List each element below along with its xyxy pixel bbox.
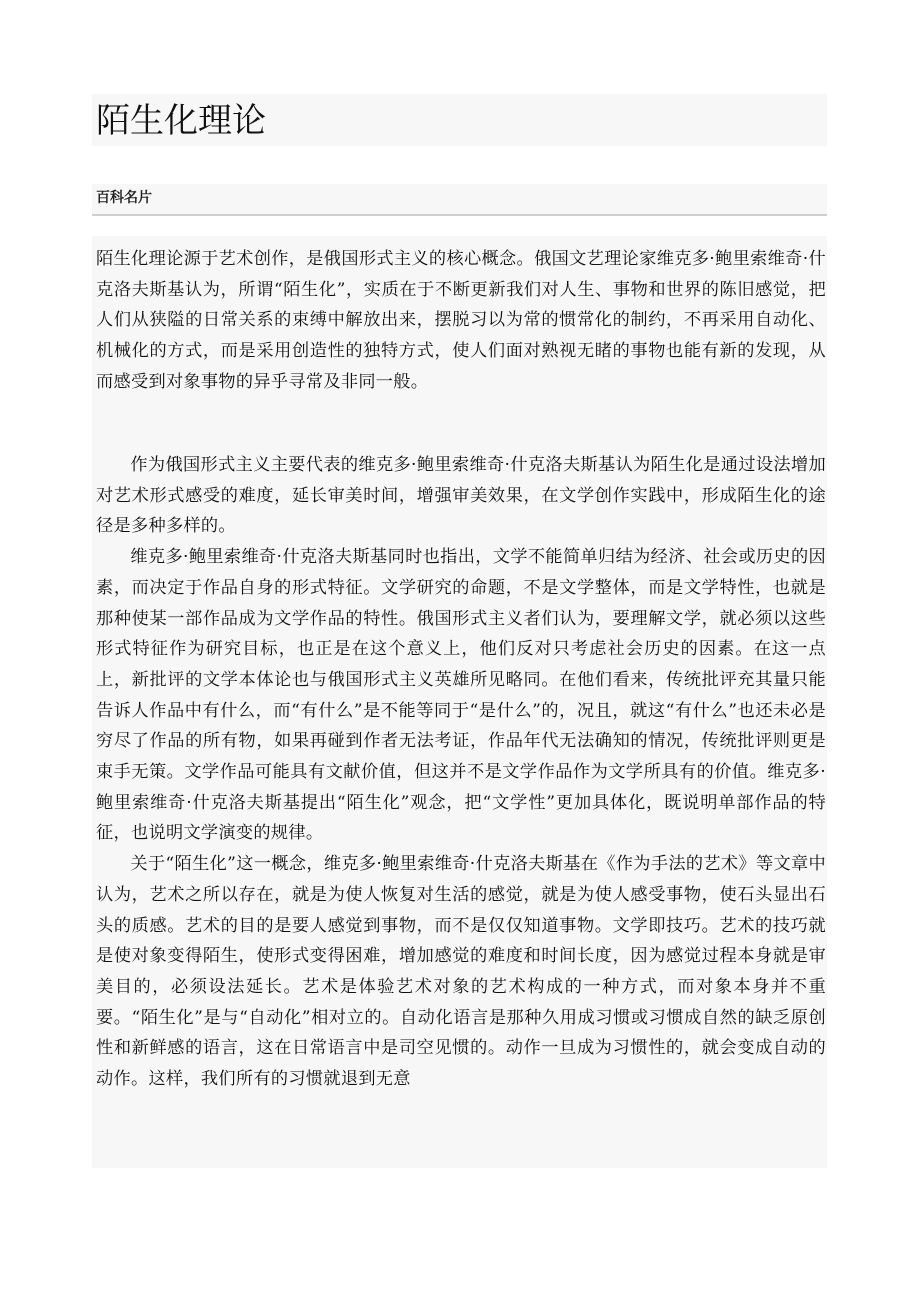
intro-block [96, 244, 826, 398]
page-title: 陌生化理论 [96, 101, 266, 141]
section-heading: 百科名片 [96, 190, 152, 206]
section-band [92, 184, 827, 216]
main-text-block [96, 450, 826, 1095]
body-paragraph-2: 维克多·鲍里索维奇·什克洛夫斯基同时也指出，文学不能简单归结为经济、社会或历史的因素，而决定于作品自身的形式特征。文学研究的命题，不是文学整体，而是文学特性，也就是那种使某一部作品成为文学作品的特性。俄国形式主义者们认为，要理解文学，就必须以这些形式特征作为研究目标，也正是在这个意义上，他们反对只考虑社会历史的因素。在这一点上，新批评的文学本体论也与俄国形式主义英雄所见略同。在他们看来，传统批评充其量只能告诉人作品中有什么，而“有什么”是不能等同于“是什么”的，况且，就这“有什么”也还未必是穷尽了作品的所有物，如果再碰到作者无法考证，作品年代无法确知的情况，传统批评则更是束手无策。文学作品可能具有文献价值，但这并不是文学作品作为文学所具有的价值。维克多·鲍里索维奇·什克洛夫斯基提出“陌生化”观念，把“文学性”更加具体化，既说明单部作品的特征，也说明文学演变的规律。 [96, 547, 826, 844]
intro-paragraph: 陌生化理论源于艺术创作，是俄国形式主义的核心概念。俄国文艺理论家维克多·鲍里索维奇·什克洛夫斯基认为，所谓“陌生化”，实质在于不断更新我们对人生、事物和世界的陈旧感觉，把人们从狭隘的日常关系的束缚中解放出来，摆脱习以为常的惯常化的制约，不再采用自动化、机械化的方式，而是采用创造性的独特方式，使人们面对熟视无睹的事物也能有新的发现，从而感受到对象事物的异乎寻常及非同一般。 [96, 249, 826, 392]
body-paragraph-1: 作为俄国形式主义主要代表的维克多·鲍里索维奇·什克洛夫斯基认为陌生化是通过设法增加对艺术形式感受的难度，延长审美时间，增强审美效果，在文学创作实践中，形成陌生化的途径是多种多样的。 [96, 455, 826, 537]
body-paragraph-3: 关于“陌生化”这一概念，维克多·鲍里索维奇·什克洛夫斯基在《作为手法的艺术》等文章中认为，艺术之所以存在，就是为使人恢复对生活的感觉，就是为使人感受事物，使石头显出石头的质感。艺术的目的是要人感觉到事物，而不是仅仅知道事物。文学即技巧。艺术的技巧就是使对象变得陌生，使形式变得困难，增加感觉的难度和时间长度，因为感觉过程本身就是审美目的，必须设法延长。艺术是体验艺术对象的艺术构成的一种方式，而对象本身并不重要。“陌生化”是与“自动化”相对立的。自动化语言是那种久用成习惯或习惯成自然的缺乏原创性和新鲜感的语言，这在日常语言中是司空见惯的。动作一旦成为习惯性的，就会变成自动的动作。这样，我们所有的习惯就退到无意 [96, 854, 826, 1090]
